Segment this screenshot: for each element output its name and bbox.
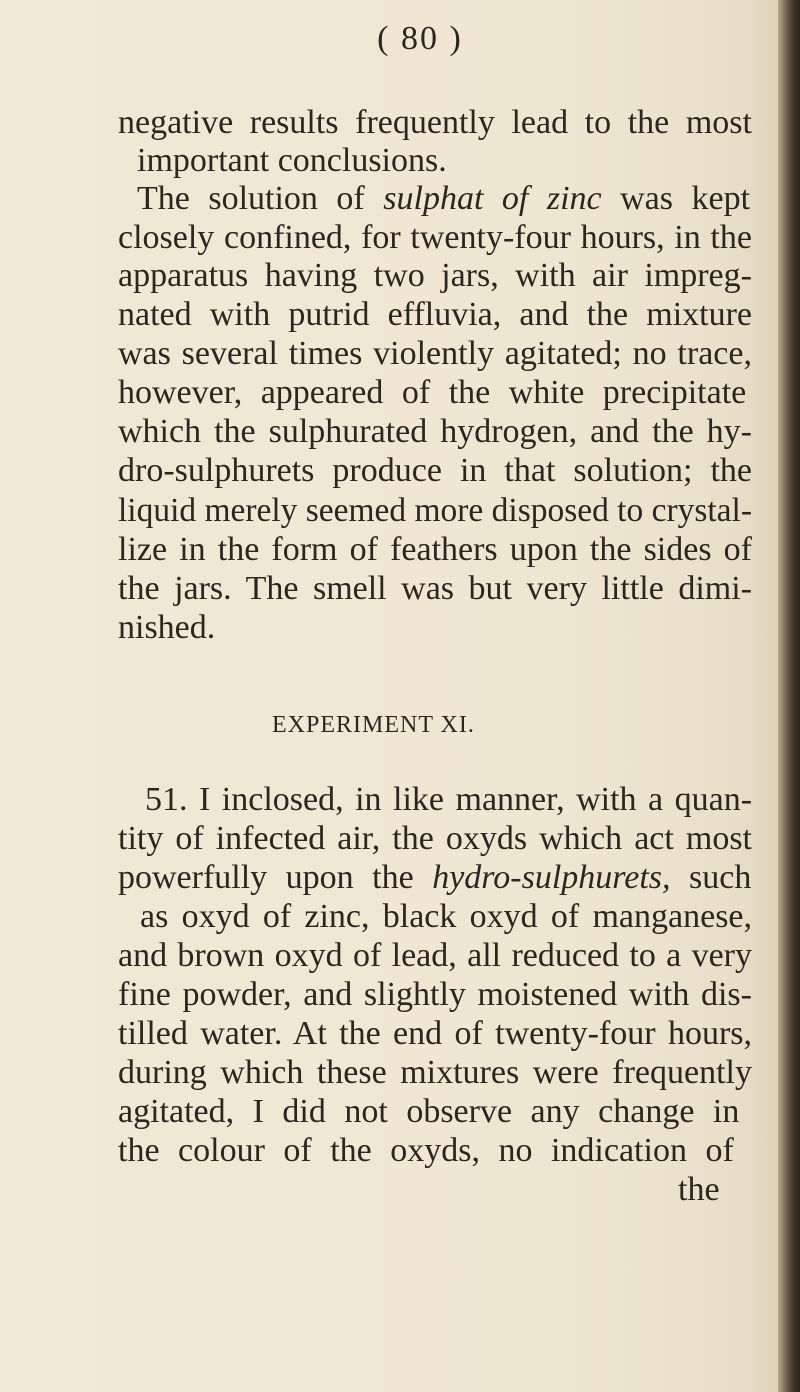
text-line: the colour of the oxyds, no indication of xyxy=(118,1132,734,1169)
text-line: during which these mixtures were frequently xyxy=(118,1054,752,1091)
text-line: negative results frequently lead to the most xyxy=(118,104,752,141)
text-line: fine powder, and slightly moistened with dis- xyxy=(118,976,752,1013)
text-line: closely confined, for twenty-four hours, in the xyxy=(118,219,752,256)
text-line: apparatus having two jars, with air impreg- xyxy=(118,257,752,294)
text-line: dro-sulphurets produce in that solution; the xyxy=(118,452,753,489)
text-line: was several times violently agitated; no trace, xyxy=(118,335,752,372)
catchword: the xyxy=(678,1171,720,1208)
text-line: nated with putrid effluvia, and the mixture xyxy=(118,296,752,333)
text-line: powerfully upon the hydro-sulphurets, such xyxy=(118,859,752,896)
text-line: liquid merely seemed more disposed to crystal- xyxy=(118,492,752,529)
text-line: 51. I inclosed, in like manner, with a quan- xyxy=(145,781,753,818)
page-number: ( 80 ) xyxy=(377,20,463,57)
text-line: important conclusions. xyxy=(137,142,447,179)
text-line: lize in the form of feathers upon the sides of xyxy=(118,531,753,568)
text-line: nished. xyxy=(118,609,216,646)
text-line: which the sulphurated hydrogen, and the hy- xyxy=(118,413,752,450)
text-line: agitated, I did not observe any change in xyxy=(118,1093,740,1130)
section-heading: EXPERIMENT XI. xyxy=(272,712,475,738)
text-line: however, appeared of the white precipitate xyxy=(118,374,747,411)
page-gutter-shadow xyxy=(778,0,800,1392)
text-line: tity of infected air, the oxyds which act most xyxy=(118,820,752,857)
text-line: as oxyd of zinc, black oxyd of manganese, xyxy=(140,898,753,935)
text-line: The solution of sulphat of zinc was kept xyxy=(137,180,751,217)
text-line: tilled water. At the end of twenty-four hours, xyxy=(118,1015,753,1052)
text-line: the jars. The smell was but very little dimi- xyxy=(118,570,752,607)
text-line: and brown oxyd of lead, all reduced to a very xyxy=(118,937,753,974)
